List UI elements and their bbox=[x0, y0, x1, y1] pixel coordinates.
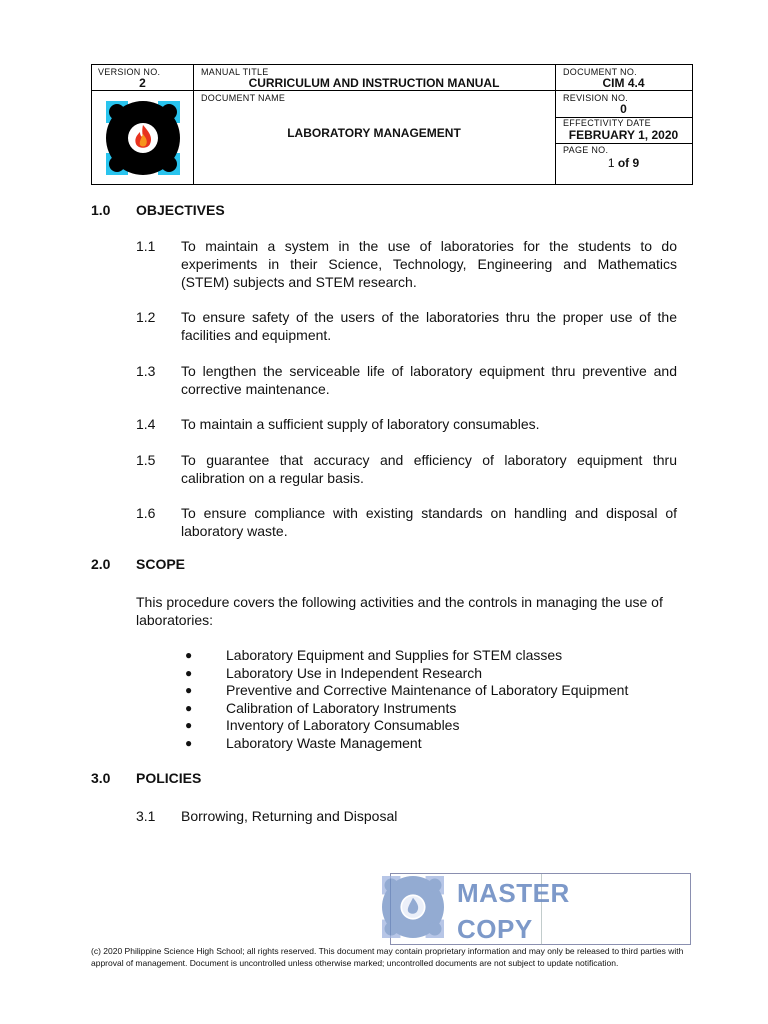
section-number: 1.0 bbox=[91, 202, 111, 218]
scope-list bbox=[181, 647, 628, 753]
manual-title-label: MANUAL TITLE bbox=[201, 67, 269, 77]
school-logo bbox=[106, 101, 180, 175]
section-number: 3.0 bbox=[91, 770, 111, 786]
list-item-text: Laboratory Waste Management bbox=[226, 734, 422, 751]
item-text: To maintain a sufficient supply of laboratory consumables. bbox=[181, 416, 540, 432]
section-title: SCOPE bbox=[136, 556, 186, 572]
item-number: 1.6 bbox=[136, 505, 156, 521]
section-objectives-heading bbox=[91, 202, 225, 218]
document-name-label: DOCUMENT NAME bbox=[201, 93, 286, 103]
list-item-text: Laboratory Equipment and Supplies for STEM classes bbox=[226, 647, 563, 663]
list-item-text: Preventive and Corrective Maintenance of Laboratory Equipment bbox=[226, 682, 629, 699]
bullet-icon: ● bbox=[185, 683, 193, 698]
item-number: 3.1 bbox=[136, 808, 156, 824]
section-scope-heading bbox=[91, 556, 185, 572]
page-current: 1 bbox=[607, 156, 615, 170]
item-text: To ensure safety of the users of the laboratories thru the proper use of the facilities and equipment. bbox=[181, 309, 677, 343]
master-copy-stamp bbox=[390, 873, 691, 945]
objective-item bbox=[136, 362, 677, 398]
bullet-icon: ● bbox=[185, 665, 193, 680]
bullet-icon: ● bbox=[185, 718, 193, 733]
item-number: 1.4 bbox=[136, 416, 156, 432]
document-name-value: LABORATORY MANAGEMENT bbox=[287, 126, 461, 140]
version-label: VERSION NO. bbox=[98, 67, 161, 77]
revision-label: REVISION NO. bbox=[563, 93, 629, 103]
bullet-icon: ● bbox=[185, 648, 193, 662]
stamp-copy-text: COPY bbox=[457, 914, 533, 944]
effectivity-value: FEBRUARY 1, 2020 bbox=[568, 128, 679, 142]
copyright-footer: (c) 2020 Philippine Science High School; all rights reserved. This document may contain proprietary information and may only be released to third parties with approval of management. Document is uncontrolled unless otherwise marked; uncontrolled documents are not subject to update notification. bbox=[91, 946, 684, 968]
item-text: To ensure compliance with existing standards on handling and disposal of laboratory waste. bbox=[181, 505, 677, 539]
bullet-icon: ● bbox=[185, 735, 193, 750]
document-no-label: DOCUMENT NO. bbox=[563, 67, 637, 77]
version-value: 2 bbox=[139, 76, 146, 90]
list-item-text: Calibration of Laboratory Instruments bbox=[226, 699, 457, 716]
effectivity-label: EFFECTIVITY DATE bbox=[563, 118, 651, 128]
policy-item bbox=[136, 807, 677, 825]
list-item bbox=[181, 700, 628, 718]
scope-intro: This procedure covers the following activities and the controls in managing the use of laboratories: bbox=[136, 594, 663, 628]
item-number: 1.2 bbox=[136, 309, 156, 325]
list-item bbox=[181, 682, 628, 700]
item-number: 1.5 bbox=[136, 452, 156, 468]
item-text: To maintain a system in the use of laboratories for the students to do experiments in their Science, Technology, Engineering and Mathematics (STEM) subjects and STEM research. bbox=[181, 238, 677, 290]
item-text: Borrowing, Returning and Disposal bbox=[181, 808, 398, 824]
objective-item bbox=[136, 308, 677, 344]
list-item bbox=[181, 647, 628, 665]
list-item-text: Laboratory Use in Independent Research bbox=[226, 664, 483, 681]
objective-item bbox=[136, 504, 677, 540]
item-number: 1.3 bbox=[136, 363, 156, 379]
stamp-master-text: MASTER bbox=[457, 878, 570, 908]
page-no-label: PAGE NO. bbox=[563, 145, 609, 155]
list-item bbox=[181, 665, 628, 683]
objective-item bbox=[136, 415, 677, 433]
document-header-table bbox=[91, 64, 693, 185]
stamp-logo-icon bbox=[382, 876, 444, 938]
manual-title-value: CURRICULUM AND INSTRUCTION MANUAL bbox=[248, 76, 500, 90]
list-item bbox=[181, 735, 628, 753]
revision-value: 0 bbox=[620, 102, 627, 116]
item-text: To guarantee that accuracy and efficiency of laboratory equipment thru calibration on a regular basis. bbox=[181, 452, 677, 486]
objective-item bbox=[136, 237, 677, 291]
objective-item bbox=[136, 451, 677, 487]
section-title: POLICIES bbox=[136, 770, 202, 786]
page-no-value bbox=[555, 156, 692, 170]
section-number: 2.0 bbox=[91, 556, 111, 572]
list-item-text: Inventory of Laboratory Consumables bbox=[226, 717, 460, 734]
item-text: To lengthen the serviceable life of laboratory equipment thru preventive and corrective maintenance. bbox=[181, 363, 677, 397]
bullet-icon: ● bbox=[185, 700, 193, 715]
page-total: of 9 bbox=[617, 156, 640, 170]
item-number: 1.1 bbox=[136, 238, 156, 254]
section-policies-heading bbox=[91, 770, 201, 786]
document-no-value: CIM 4.4 bbox=[602, 76, 645, 90]
list-item bbox=[181, 717, 628, 735]
section-title: OBJECTIVES bbox=[136, 202, 225, 218]
